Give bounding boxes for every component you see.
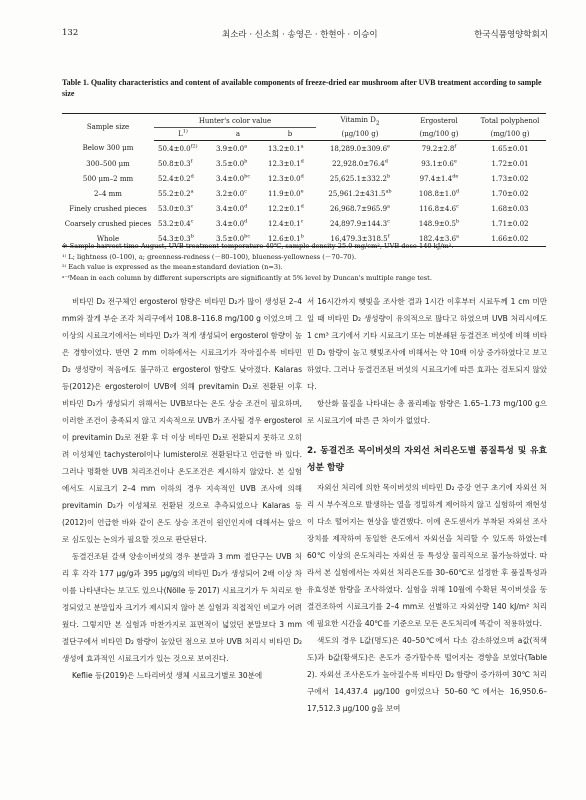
body-paragraph: 자외선 처리에 의한 목이버섯의 비타민 D₂ 증강 연구 초기에 자외선 처리 시 부수적으로 발생하는 열을 정밀하게 제어하지 않고 실험하여 재현성이 다소 떨어지는 현상을 발견했다. 이에 온도센서가 부착된 자외선 조사장치를 제작하여 동일한 온도에서 자외선을 처리할 수 있도록 하였는데 60℃ 이상의 온도처리는 자외선 등 특성상 물리적으로 불가능하였다. 따라서 본 실험에서는 자외선 처리온도를 30–60℃로 설정한 후 품질특성과 유효성분 함량을 조사하였다. 실험을 위해 10월에 수확된 목이버섯을 동결건조하여 시료크기를 2–4 mm로 선별하고 자외선량 140 kJ/m² 처리에 필요한 시간을 40℃를 기준으로 모든 온도처리에 똑같이 적용하였다. bbox=[307, 483, 547, 628]
col-header-a: a bbox=[212, 128, 264, 141]
cell-poly: 1.70±0.02 bbox=[491, 189, 529, 198]
cell-a: 3.4±0.0$^d$ bbox=[216, 203, 248, 213]
cell-sample-size: 500 μm–2 mm bbox=[82, 174, 134, 183]
cell-ergo: 108.8±1.0$^d$ bbox=[418, 188, 460, 198]
body-paragraph: 동결건조된 갈색 양송이버섯의 경우 분말과 3 mm 절단구는 UVB 처리 후 각각 177 μg/g과 395 μg/g의 비타민 D₂가 생성되어 2배 이상 차이를 나타낸다는 보고도 있으나(Nölle 등 2017) 시료크기가 두 처리로 한정되었고 분말입자 크기가 제시되지 않아 본 실험과 직접적인 비교가 어려웠다. 그렇지만 본 실험과 마찬가지로 표면적이 넓었던 분말보다 3 mm 절단구에서 비타민 D₂ 함량이 높았던 점으로 보아 UVB 처리시 비타민 D₂ 생성에 효과적인 시료크기가 있는 것으로 보여진다. bbox=[62, 552, 302, 663]
col-header-hunter: Hunter's color value bbox=[154, 114, 316, 128]
running-header bbox=[62, 28, 548, 42]
cell-b: 12.3±0.0$^d$ bbox=[268, 173, 304, 183]
cell-ergo: 93.1±0.6$^e$ bbox=[421, 158, 457, 168]
cell-vitd: 24,897.9±144.3$^c$ bbox=[330, 218, 390, 228]
table-row bbox=[62, 186, 546, 201]
cell-b: 12.3±0.1$^d$ bbox=[268, 158, 304, 168]
col-header-ergo: Ergosterol bbox=[404, 114, 474, 128]
table-row bbox=[62, 156, 546, 171]
cell-sample-size: Below 300 μm bbox=[82, 144, 134, 153]
col-header-poly-unit: (mg/100 g) bbox=[474, 128, 546, 141]
cell-ergo: 116.8±4.6$^c$ bbox=[419, 203, 459, 213]
cell-poly: 1.73±0.02 bbox=[491, 174, 529, 183]
cell-ergo: 97.4±1.4de bbox=[419, 173, 459, 183]
data-table bbox=[62, 113, 546, 247]
col-header-b: b bbox=[264, 128, 316, 141]
cell-a: 3.2±0.0$^c$ bbox=[216, 188, 247, 198]
cell-b: 13.2±0.1$^a$ bbox=[268, 143, 304, 153]
cell-L: 52.4±0.2$^d$ bbox=[158, 173, 194, 183]
cell-vitd: 18,289.0±309.6$^e$ bbox=[329, 143, 391, 153]
cell-ergo: 182.4±3.6$^a$ bbox=[404, 231, 474, 247]
cell-a: 3.9±0.0$^a$ bbox=[216, 143, 248, 153]
cell-b: 12.2±0.1$^d$ bbox=[268, 203, 304, 213]
cell-vitd: 26,968.7±965.9$^a$ bbox=[329, 203, 391, 213]
cell-poly: 1.68±0.03 bbox=[491, 204, 529, 213]
table-row bbox=[62, 171, 546, 186]
cell-b: 12.4±0.1$^c$ bbox=[268, 218, 304, 228]
cell-vitd: 22,928.0±76.4$^d$ bbox=[332, 158, 388, 168]
cell-L: 53.2±0.4$^c$ bbox=[158, 218, 194, 228]
col-header-poly: Total polyphenol bbox=[474, 114, 546, 128]
body-paragraph: 항산화 물질을 나타내는 총 폴리페놀 함량은 1.65–1.73 mg/100 g으로 시료크기에 따른 큰 차이가 없었다. bbox=[307, 399, 547, 425]
col-header-sample: Sample size bbox=[62, 114, 154, 141]
cell-vitd: 25,625.1±332.2$^b$ bbox=[329, 173, 391, 183]
col-header-ergo-unit: (mg/100 g) bbox=[404, 128, 474, 141]
cell-L: 50.8±0.3$^f$ bbox=[158, 158, 193, 168]
section-heading: 2. 동결건조 목이버섯의 자외선 처리온도별 품질특성 및 유효성분 함량 bbox=[307, 446, 547, 473]
cell-poly: 1.65±0.01 bbox=[491, 144, 529, 153]
note-line: ᵃ⁻ᶠMean in each column by different superscripts are significantly at 5% level by Duncan's multiple range test. bbox=[62, 273, 432, 282]
cell-ergo: 79.2±2.8$^f$ bbox=[421, 143, 457, 153]
body-column-left bbox=[62, 293, 302, 684]
note-line: ²⁾ Each value is expressed as the mean±standard deviation (n=3). bbox=[62, 263, 283, 271]
page-number: 132 bbox=[62, 28, 79, 38]
cell-sample-size: Finely crushed pieces bbox=[69, 204, 147, 213]
body-paragraph: 서 16시간까지 햇빛을 조사한 결과 1시간 이후부터 시료두께 1 cm 미만일 때 비타민 D₂ 생성량이 유의적으로 많다고 하였으며 UVB 처리시에도 1 cm³ 크기에서 기타 시료크기 또는 미분쇄된 동결건조 버섯에 비해 비타민 D₂ 함량이 높고 햇빛조사에 비해서는 약 10배 이상 증가하였다고 보고하였다. 그러나 동결건조된 버섯의 시료크기에 따른 효과는 검토되지 않았다. bbox=[307, 297, 547, 391]
cell-L: 53.0±0.3$^c$ bbox=[158, 203, 194, 213]
cell-b: 11.9±0.0$^e$ bbox=[268, 188, 304, 198]
cell-sample-size: Coarsely crushed pieces bbox=[64, 219, 152, 228]
body-column-right bbox=[307, 293, 547, 717]
cell-vitd: 25,961.2±431.5$^{ab}$ bbox=[328, 188, 392, 198]
cell-a: 3.4±0.0$^d$ bbox=[216, 218, 248, 228]
body-paragraph: Keflie 등(2019)은 느타리버섯 생체 시료크기별로 30분에 bbox=[72, 671, 263, 680]
table-row bbox=[62, 201, 546, 216]
col-header-vitd-unit: (μg/100 g) bbox=[316, 128, 404, 141]
cell-L: 55.2±0.2$^a$ bbox=[158, 188, 194, 198]
table-row bbox=[62, 216, 546, 231]
cell-L: $50.4\pm 0.0^{f2)}$ bbox=[158, 143, 198, 153]
cell-a: 3.4±0.0$^{bc}$ bbox=[216, 173, 251, 183]
note-line: ※ Sample harvest time-August, UVB treatment temperature-40℃, sample density-25.0 mg/cm², UVB dose-140 kJ/m². bbox=[62, 242, 454, 250]
cell-sample-size: Whole bbox=[62, 231, 154, 247]
col-header-vitd: Vitamin $D_2$ bbox=[316, 114, 404, 128]
cell-poly: 1.66±0.02 bbox=[474, 231, 546, 247]
table-row bbox=[62, 141, 546, 157]
cell-sample-size: 300–500 μm bbox=[86, 159, 130, 168]
body-paragraph: 비타민 D₂ 전구체인 ergosterol 함량은 비타민 D₂가 많이 생성된 2–4 mm와 잘게 부순 조각 처리구에서 108.8–116.8 mg/100 g 이었으며 그 이상의 시료크기에서는 비타민 D₂가 적게 생성되어 ergosterol 함량이 높은 경향이었다. 반면 2 mm 이하에서는 시료크기가 작아질수록 비타민 D₂ 생성량이 적음에도 불구하고 ergosterol 함량도 낮아졌다. Kalaras 등(2012)은 ergosterol이 UVB에 의해 previtamin D₂로 전환된 이후 비타민 D₂가 생성되기 위해서는 UVB보다는 온도 상승 조건이 필요하며, 이러한 조건이 충족되지 않고 지속적으로 UVB가 조사될 경우 ergosterol이 previtamin D₂로 전환 후 더 이상 비타민 D₂로 전환되지 못하고 오히려 이성체인 tachysterol이나 lumisterol로 전환된다고 언급한 바 있다. 그러나 명확한 UVB 처리조건이나 온도조건은 제시하지 않았다. 본 실험에서도 시료크기 2–4 mm 이하의 경우 지속적인 UVB 조사에 의해 previtamin D₂가 이성체로 전환된 것으로 추측되었으나 Kalaras 등(2012)이 언급한 바와 같이 온도 상승 조건이 원인인지에 대해서는 앞으로 심도있는 논의가 필요할 것으로 판단된다. bbox=[62, 297, 302, 544]
cell-b: 12.6±0.1$^b$ bbox=[264, 231, 316, 247]
cell-ergo: 148.9±0.5$^b$ bbox=[418, 218, 460, 228]
note-line: ¹⁾ L; lightness (0–100), a; greenness-redness (－80–100), blueness-yellowness (－70–70). bbox=[62, 252, 357, 261]
cell-L: 54.3±0.3$^b$ bbox=[154, 231, 212, 247]
cell-a: 3.5±0.0$^{bc}$ bbox=[212, 231, 264, 247]
journal-name: 한국식품영양학회지 bbox=[474, 30, 548, 40]
table-notes bbox=[62, 241, 552, 283]
table-caption: Table 1. Quality characteristics and content of available components of freeze-dried ear mushroom after UVB treatment according to sample size bbox=[62, 78, 542, 98]
running-authors: 최소라 · 신소희 · 송영은 · 한현아 · 이승이 bbox=[222, 30, 378, 40]
col-header-L: $L^{1)}$ bbox=[154, 128, 212, 141]
body-paragraph: 색도의 경우 L값(명도)은 40–50℃에서 다소 감소하였으며 a값(적색도)과 b값(황색도)은 온도가 증가할수록 떨어지는 경향을 보였다(Table 2). 자외선 조사온도가 높아질수록 비타민 D₂ 함량이 증가하여 30℃ 처리구에서 14,437.4 μg/100 g이었으나 50–60℃에서는 16,950.6–17,512.3 μg/100 g을 보여 bbox=[307, 636, 547, 713]
cell-a: 3.5±0.0$^b$ bbox=[216, 158, 248, 168]
cell-poly: 1.71±0.02 bbox=[491, 219, 529, 228]
cell-sample-size: 2–4 mm bbox=[94, 189, 122, 198]
cell-poly: 1.72±0.01 bbox=[491, 159, 529, 168]
cell-vitd: 16,479.3±318.5$^f$ bbox=[316, 231, 404, 247]
